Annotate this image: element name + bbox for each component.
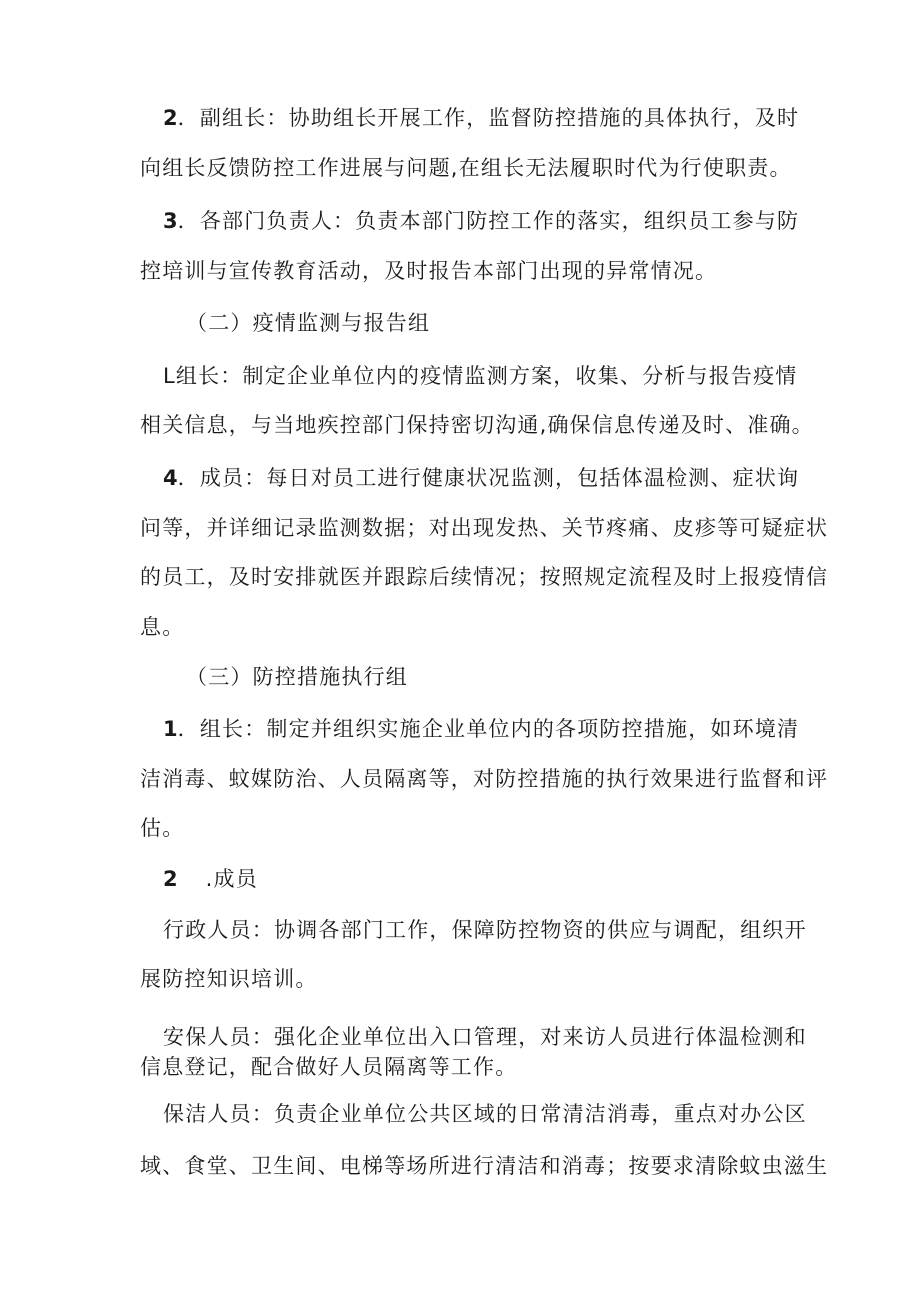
paragraph-line: 控培训与宣传教育活动，及时报告本部门出现的异常情况。	[140, 259, 718, 283]
paragraph-line: 问等，并详细记录监测数据；对出现发热、关节疼痛、皮疹等可疑症状	[140, 516, 829, 540]
paragraph-line: 信息登记，配合做好人员隔离等工作。	[140, 1055, 518, 1079]
item-number: 2	[163, 867, 178, 891]
paragraph-text: ．副组长：协助组长开展工作，监督防控措施的具体执行，及时	[177, 106, 800, 130]
paragraph-line: 的员工，及时安排就医并跟踪后续情况；按照规定流程及时上报疫情信	[140, 565, 829, 589]
paragraph-line: 洁消毒、蚊媒防治、人员隔离等，对防控措施的执行效果进行监督和评	[140, 767, 829, 791]
paragraph-line: L组长：制定企业单位内的疫情监测方案，收集、分析与报告疫情	[163, 364, 798, 388]
paragraph-text: ．成员：每日对员工进行健康状况监测，包括体温检测、症状询	[177, 466, 800, 490]
item-number: 1	[163, 717, 178, 741]
paragraph-line: 域、食堂、卫生间、电梯等场所进行清洁和消毒；按要求清除蚊虫滋生	[140, 1154, 829, 1178]
paragraph-line	[163, 465, 799, 491]
paragraph-line: 展防控知识培训。	[140, 967, 318, 991]
item-number: 2	[163, 106, 178, 130]
paragraph-line: 相关信息，与当地疾控部门保持密切沟通,确保信息传递及时、准确。	[140, 413, 814, 437]
paragraph-line: 估。	[140, 816, 185, 840]
paragraph-line	[163, 105, 799, 131]
paragraph-line: 向组长反馈防控工作进展与问题,在组长无法履职时代为行使职责。	[140, 156, 792, 180]
paragraph-line	[163, 866, 258, 892]
item-number: 4	[163, 466, 178, 490]
section-heading: （二）疫情监测与报告组	[186, 311, 431, 335]
paragraph-line: 行政人员：协调各部门工作，保障防控物资的供应与调配，组织开	[163, 918, 807, 942]
paragraph-line: 息。	[140, 615, 185, 639]
paragraph-text: ．组长：制定并组织实施企业单位内的各项防控措施，如环境清	[177, 717, 800, 741]
paragraph-line	[163, 208, 799, 234]
paragraph-line	[163, 716, 799, 742]
paragraph-line: 安保人员：强化企业单位出入口管理，对来访人员进行体温检测和	[163, 1025, 807, 1049]
item-number: 3	[163, 209, 178, 233]
paragraph-text: ．各部门负责人：负责本部门防控工作的落实，组织员工参与防	[177, 209, 800, 233]
section-heading: （三）防控措施执行组	[186, 665, 408, 689]
paragraph-line: 保洁人员：负责企业单位公共区域的日常清洁消毒，重点对办公区	[163, 1102, 807, 1126]
paragraph-text: .成员	[205, 867, 258, 891]
